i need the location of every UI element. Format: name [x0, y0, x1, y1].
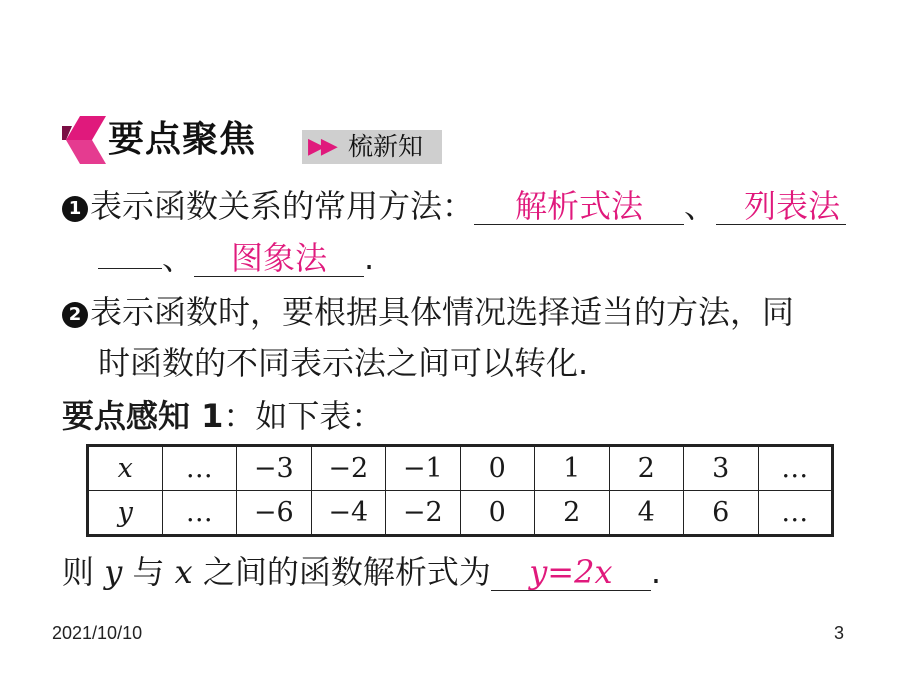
answer-line — [62, 552, 661, 592]
bullet-number: 1 — [62, 196, 88, 222]
bullet-number: 2 — [62, 302, 88, 328]
table-cell: 1 — [535, 446, 610, 491]
table-cell: −2 — [311, 446, 386, 491]
table-cell: 4 — [609, 491, 684, 536]
table-row — [88, 446, 833, 491]
table-cell: 0 — [460, 491, 535, 536]
item-1-line-1 — [62, 186, 846, 226]
item-1-text: 表示函数关系的常用方法： — [90, 187, 475, 225]
page-number: 3 — [834, 623, 845, 643]
answer-blank-2: 列表法 — [716, 188, 846, 225]
answer-blank-1: 解析式法 — [474, 188, 684, 225]
answer-pre: 则 — [62, 553, 105, 591]
table-cell: −2 — [386, 491, 461, 536]
item-2-text: 表示函数时，要根据具体情况选择适当的方法，同 — [90, 293, 795, 331]
separator: 、 — [684, 187, 717, 225]
var-y: y — [104, 553, 123, 591]
banner-ribbon-icon — [62, 116, 106, 164]
practice-label: 要点感知 1 — [62, 397, 224, 435]
answer-blank-formula: y=2x — [491, 554, 651, 591]
table-cell: −1 — [386, 446, 461, 491]
table-cell: … — [758, 446, 833, 491]
period: . — [650, 553, 662, 591]
footer-date: 2021/10/10 — [52, 623, 143, 643]
table-cell: −3 — [237, 446, 312, 491]
section-subtitle: 梳新知 — [348, 132, 424, 161]
item-1-line-2 — [98, 238, 374, 278]
table-row — [88, 491, 833, 536]
value-table — [86, 444, 834, 537]
answer-blank-2-cont — [98, 268, 162, 269]
separator: 、 — [162, 239, 195, 277]
table-cell: 0 — [460, 446, 535, 491]
table-cell: −4 — [311, 491, 386, 536]
table-cell: −6 — [237, 491, 312, 536]
period: . — [364, 239, 375, 277]
table-cell: … — [162, 446, 237, 491]
answer-blank-3: 图象法 — [194, 240, 364, 277]
answer-mid-2: 之间的函数解析式为 — [192, 553, 491, 591]
table-cell: 2 — [535, 491, 610, 536]
section-banner — [62, 116, 442, 164]
item-2-line-2: 时函数的不同表示法之间可以转化. — [98, 344, 589, 382]
practice-text: ：如下表： — [223, 397, 384, 435]
table-cell: 6 — [684, 491, 759, 536]
table-row-header: y — [88, 491, 163, 536]
answer-mid-1: 与 — [122, 553, 175, 591]
section-tag — [302, 130, 442, 164]
table-cell: … — [162, 491, 237, 536]
table-cell: 3 — [684, 446, 759, 491]
practice-heading — [62, 396, 383, 436]
table-cell: 2 — [609, 446, 684, 491]
var-x: x — [174, 553, 193, 591]
item-2-line-1 — [62, 292, 794, 332]
table-cell: … — [758, 491, 833, 536]
section-title: 要点聚焦 — [108, 119, 257, 160]
double-arrow-icon: ▶▶ — [308, 134, 334, 159]
table-row-header: x — [88, 446, 163, 491]
